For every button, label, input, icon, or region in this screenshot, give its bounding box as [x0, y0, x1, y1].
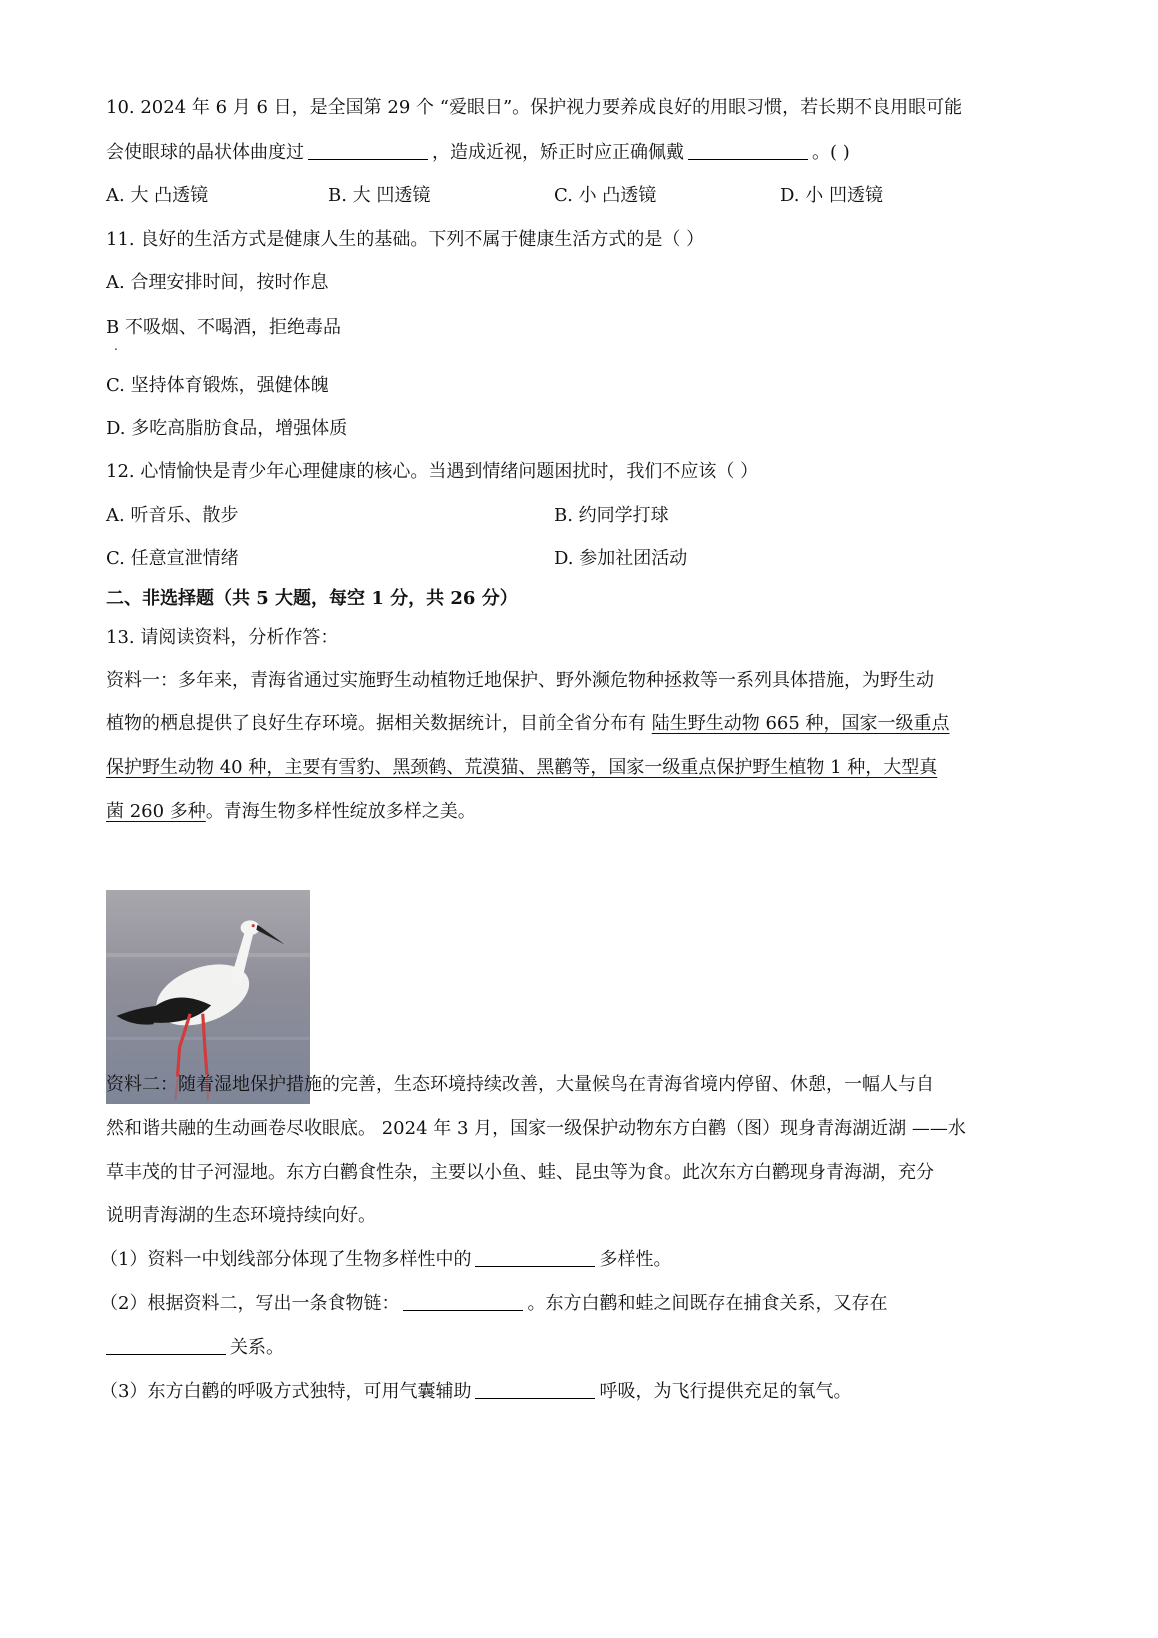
q10-option-b: B. 大 凹透镜 [328, 185, 431, 206]
q13-subq2: （2）根据资料二，写出一条食物链： 。东方白鹳和蛙之间既存在捕食关系，又存在 [100, 1293, 888, 1314]
material1-line4: 菌 260 多种。青海生物多样性绽放多样之美。 [106, 801, 476, 822]
answer-blank [475, 1380, 595, 1399]
q10-option-d: D. 小 凹透镜 [780, 185, 883, 206]
q13-stem: 13. 请阅读资料，分析作答： [106, 627, 339, 648]
answer-blank [106, 1336, 226, 1355]
underlined-text: 陆生野生动物 665 种，国家一级重点 [651, 713, 950, 734]
material2-line3: 草丰茂的甘子河湿地。东方白鹳食性杂，主要以小鱼、蛙、昆虫等为食。此次东方白鹳现身青海湖，充分 [106, 1162, 934, 1183]
q13-subq2-cont: 关系。 [106, 1336, 284, 1360]
answer-blank [308, 141, 428, 160]
answer-blank [475, 1248, 595, 1267]
q10-option-c: C. 小 凸透镜 [554, 185, 657, 206]
stray-dot: . [114, 339, 118, 353]
section-title: 二、非选择题（共 5 大题，每空 1 分，共 26 分） [106, 588, 518, 609]
q13-subq1: （1）资料一中划线部分体现了生物多样性中的 多样性。 [100, 1249, 672, 1270]
q10-stem-line2: 会使眼球的晶状体曲度过 ，造成近视，矫正时应正确佩戴 。( ) [106, 142, 850, 163]
q11-option-d: D. 多吃高脂肪食品，增强体质 [106, 418, 348, 439]
q12-stem: 12. 心情愉快是青少年心理健康的核心。当遇到情绪问题困扰时，我们不应该（ ） [106, 461, 759, 482]
q12-option-c: C. 任意宣泄情绪 [106, 548, 239, 569]
answer-blank [688, 141, 808, 160]
answer-blank [403, 1292, 523, 1311]
q12-option-d: D. 参加社团活动 [554, 548, 688, 569]
material2-line1: 资料二：随着湿地保护措施的完善，生态环境持续改善，大量候鸟在青海省境内停留、休憩，一幅人与自 [106, 1074, 934, 1095]
q12-option-b: B. 约同学打球 [554, 505, 669, 526]
q11-option-b: B 不吸烟、不喝酒，拒绝毒品 [106, 317, 341, 338]
material1-line3: 保护野生动物 40 种，主要有雪豹、黑颈鹤、荒漠猫、黑鹳等，国家一级重点保护野生植物 1 种，大型真 [106, 757, 938, 778]
material2-line4: 说明青海湖的生态环境持续向好。 [106, 1205, 376, 1226]
q11-stem: 11. 良好的生活方式是健康人生的基础。下列不属于健康生活方式的是（ ） [106, 229, 705, 250]
material2-line2: 然和谐共融的生动画卷尽收眼底。 2024 年 3 月，国家一级保护动物东方白鹳（图）现身青海湖近湖 ——水 [106, 1118, 966, 1139]
material1-line2: 植物的栖息提供了良好生存环境。据相关数据统计，目前全省分布有 陆生野生动物 665 种，国家一级重点 [106, 713, 950, 734]
oriental-stork-photo [106, 890, 310, 1104]
underlined-text: 菌 260 多种 [106, 801, 206, 822]
q10-option-a: A. 大 凸透镜 [106, 185, 209, 206]
q10-stem-line1: 10. 2024 年 6 月 6 日，是全国第 29 个 “爱眼日”。保护视力要养成良好的用眼习惯，若长期不良用眼可能 [106, 97, 963, 118]
q11-option-c: C. 坚持体育锻炼，强健体魄 [106, 375, 329, 396]
q11-option-a: A. 合理安排时间，按时作息 [106, 272, 329, 293]
material1-line1: 资料一：多年来，青海省通过实施野生动植物迁地保护、野外濒危物种拯救等一系列具体措施，为野生动 [106, 670, 934, 691]
q12-option-a: A. 听音乐、散步 [106, 505, 239, 526]
q13-subq3: （3）东方白鹳的呼吸方式独特，可用气囊辅助 呼吸，为飞行提供充足的氧气。 [100, 1381, 852, 1402]
